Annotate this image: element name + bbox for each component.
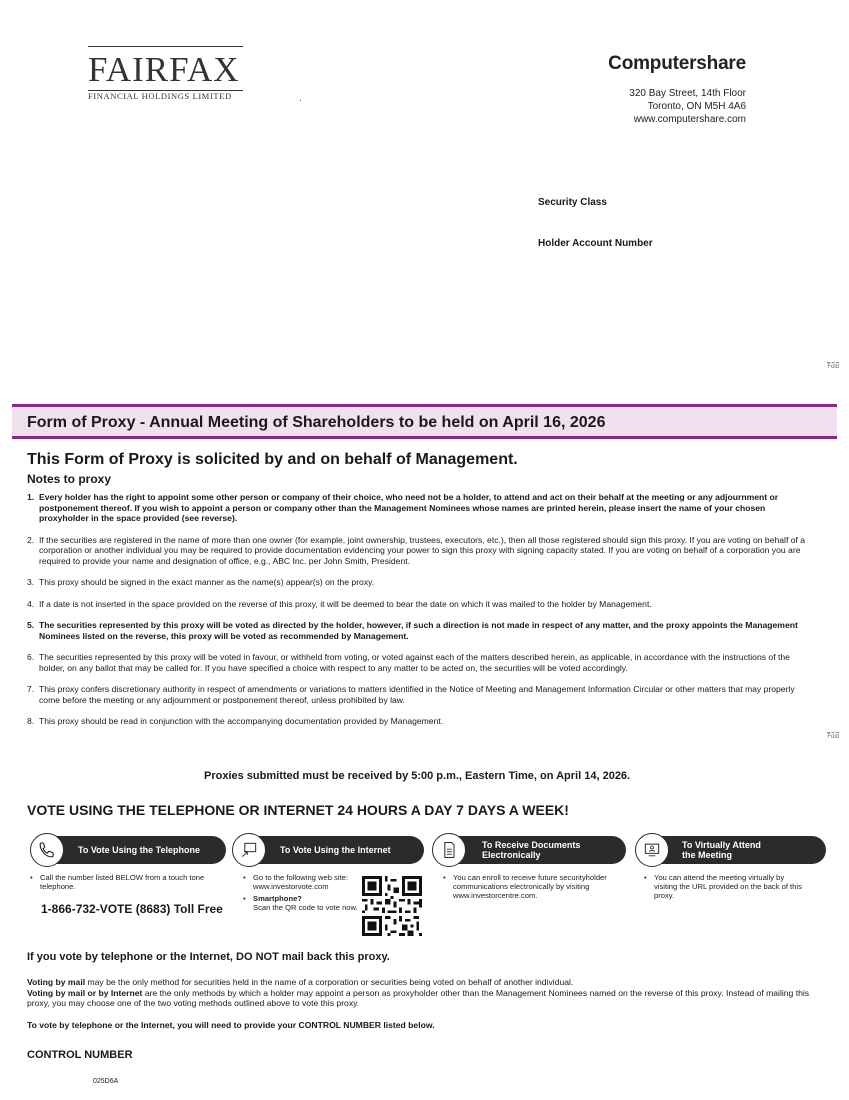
address-line: Toronto, ON M5H 4A6 (647, 101, 746, 112)
phone-icon (30, 833, 64, 867)
document-icon (432, 833, 466, 867)
security-class-label: Security Class (538, 197, 607, 208)
banner-title: Form of Proxy - Annual Meeting of Shareholders to be held on April 16, 2026 (27, 414, 606, 431)
telephone-pill (36, 836, 226, 864)
fairfax-logo (88, 46, 243, 101)
do-not-mail-text: If you vote by telephone or the Internet, DO NOT mail back this proxy. (27, 951, 390, 963)
documents-pill (438, 836, 626, 864)
control-number-label: CONTROL NUMBER (27, 1049, 133, 1061)
form-banner (12, 404, 837, 439)
address-line: www.computershare.com (633, 114, 746, 125)
note-item: 5. The securities represented by this proxy will be voted as directed by the holder, however, if such a direction is not made in respect of any matter, and the proxy appoints the Management Nominees listed on the reverse, this proxy will be voted as recommended by Management. (27, 620, 798, 641)
internet-text: • Go to the following web site: www.investorvote.com • Smartphone? Scan the QR code to vote now. (243, 873, 358, 912)
note-item: 8. This proxy should be read in conjunction with the accompanying documentation provided by Management. (27, 716, 444, 726)
documents-pill-label: To Receive Documents Electronically (482, 840, 581, 860)
fairfax-name: FAIRFAX (88, 50, 240, 89)
attend-text: • You can attend the meeting virtually by visiting the URL provided on the back of this proxy. (644, 873, 804, 900)
note-item: 4. If a date is not inserted in the space provided on the reverse of this proxy, it will be deemed to bear the date on which it was mailed to the holder by Management. (27, 598, 652, 609)
telephone-text: • Call the number listed BELOW from a touch tone telephone. (30, 873, 210, 891)
note-item: 7. This proxy confers discretionary authority in respect of amendments or variations to matters identified in the Notice of Meeting and Management Information Circular or other matters that may properly come before the meeting or any adjournment or postponement thereof, unless prohibited by law. (27, 684, 795, 705)
vote-heading: VOTE USING THE TELEPHONE OR INTERNET 24 HOURS A DAY 7 DAYS A WEEK! (27, 802, 569, 818)
qr-code[interactable] (362, 876, 422, 936)
fold-mark: Fold (827, 364, 839, 370)
cursor-icon (232, 833, 266, 867)
document-code: 025D6A (93, 1078, 119, 1085)
deadline-text: Proxies submitted must be received by 5:00 p.m., Eastern Time, on April 14, 2026. (204, 770, 631, 782)
address-line: 320 Bay Street, 14th Floor (629, 88, 746, 99)
attend-pill-label: To Virtually Attend the Meeting (682, 840, 761, 860)
company-address (629, 87, 746, 126)
note-item: 6. The securities represented by this proxy will be voted in favour, or withheld from voting, or voted against each of the matters described herein, as applicable, in accordance with the instructions of the holder, on any ballot that may be called for. If you have specified a choice with respect to any matter to be acted on, the securities will be voted accordingly. (27, 652, 790, 673)
note-item: 3. This proxy should be signed in the exact manner as the name(s) appear(s) on the proxy. (27, 577, 375, 587)
holder-account-label: Holder Account Number (538, 238, 653, 249)
documents-text: • You can enroll to receive future securityholder communications electronically by visiting www.investorcentre.com. (443, 873, 623, 900)
notes-list (27, 492, 817, 727)
fold-mark: Fold (827, 734, 839, 740)
telephone-pill-label: To Vote Using the Telephone (78, 845, 201, 855)
solicit-heading: This Form of Proxy is solicited by and on behalf of Management. (27, 451, 518, 468)
notes-heading: Notes to proxy (27, 472, 112, 486)
note-item: 1. Every holder has the right to appoint some other person or company of their choice, who need not be a holder, to attend and act on their behalf at the meeting or any adjournment or postponement thereof. If you wish to appoint a person or company other than the Management Nominees whose names are printed herein, please insert the name of your chosen proxyholder in the space provided (see reverse). (27, 492, 779, 523)
fairfax-sub: FINANCIAL HOLDINGS LIMITED (88, 91, 232, 101)
logo-rule (88, 46, 243, 47)
internet-pill-label: To Vote Using the Internet (280, 845, 391, 855)
voting-by-mail-text: Voting by mail may be the only method for securities held in the name of a corporation or securities being voted on behalf of another individual. Voting by mail or by Internet are the only methods by which a holder may appoint a person as proxyholder other than the Management Nominees named on the reverse of this proxy. Instead of mailing this proxy, you may choose one of the two voting methods outlined above to vote this proxy. (27, 977, 810, 1008)
decorative-dot (300, 100, 301, 101)
monitor-icon (635, 833, 669, 867)
control-instruction: To vote by telephone or the Internet, you will need to provide your CONTROL NUMBER listed below. (27, 1020, 435, 1030)
computershare-logo: Computershare (608, 53, 746, 74)
toll-free-number: 1-866-732-VOTE (8683) Toll Free (41, 902, 223, 916)
note-item: 2. If the securities are registered in the name of more than one owner (for example, joint ownership, trustees, executors, etc.), then all those registered should sign this proxy. If you are voting on behalf of a corporation or another individual you may be required to provide documentation evidencing your power to sign this proxy with signing capacity stated. If you are voting on behalf of a corporation you are required to provide your name and designation of office, e.g., ABC Inc. per John Smith, President. (27, 534, 806, 566)
